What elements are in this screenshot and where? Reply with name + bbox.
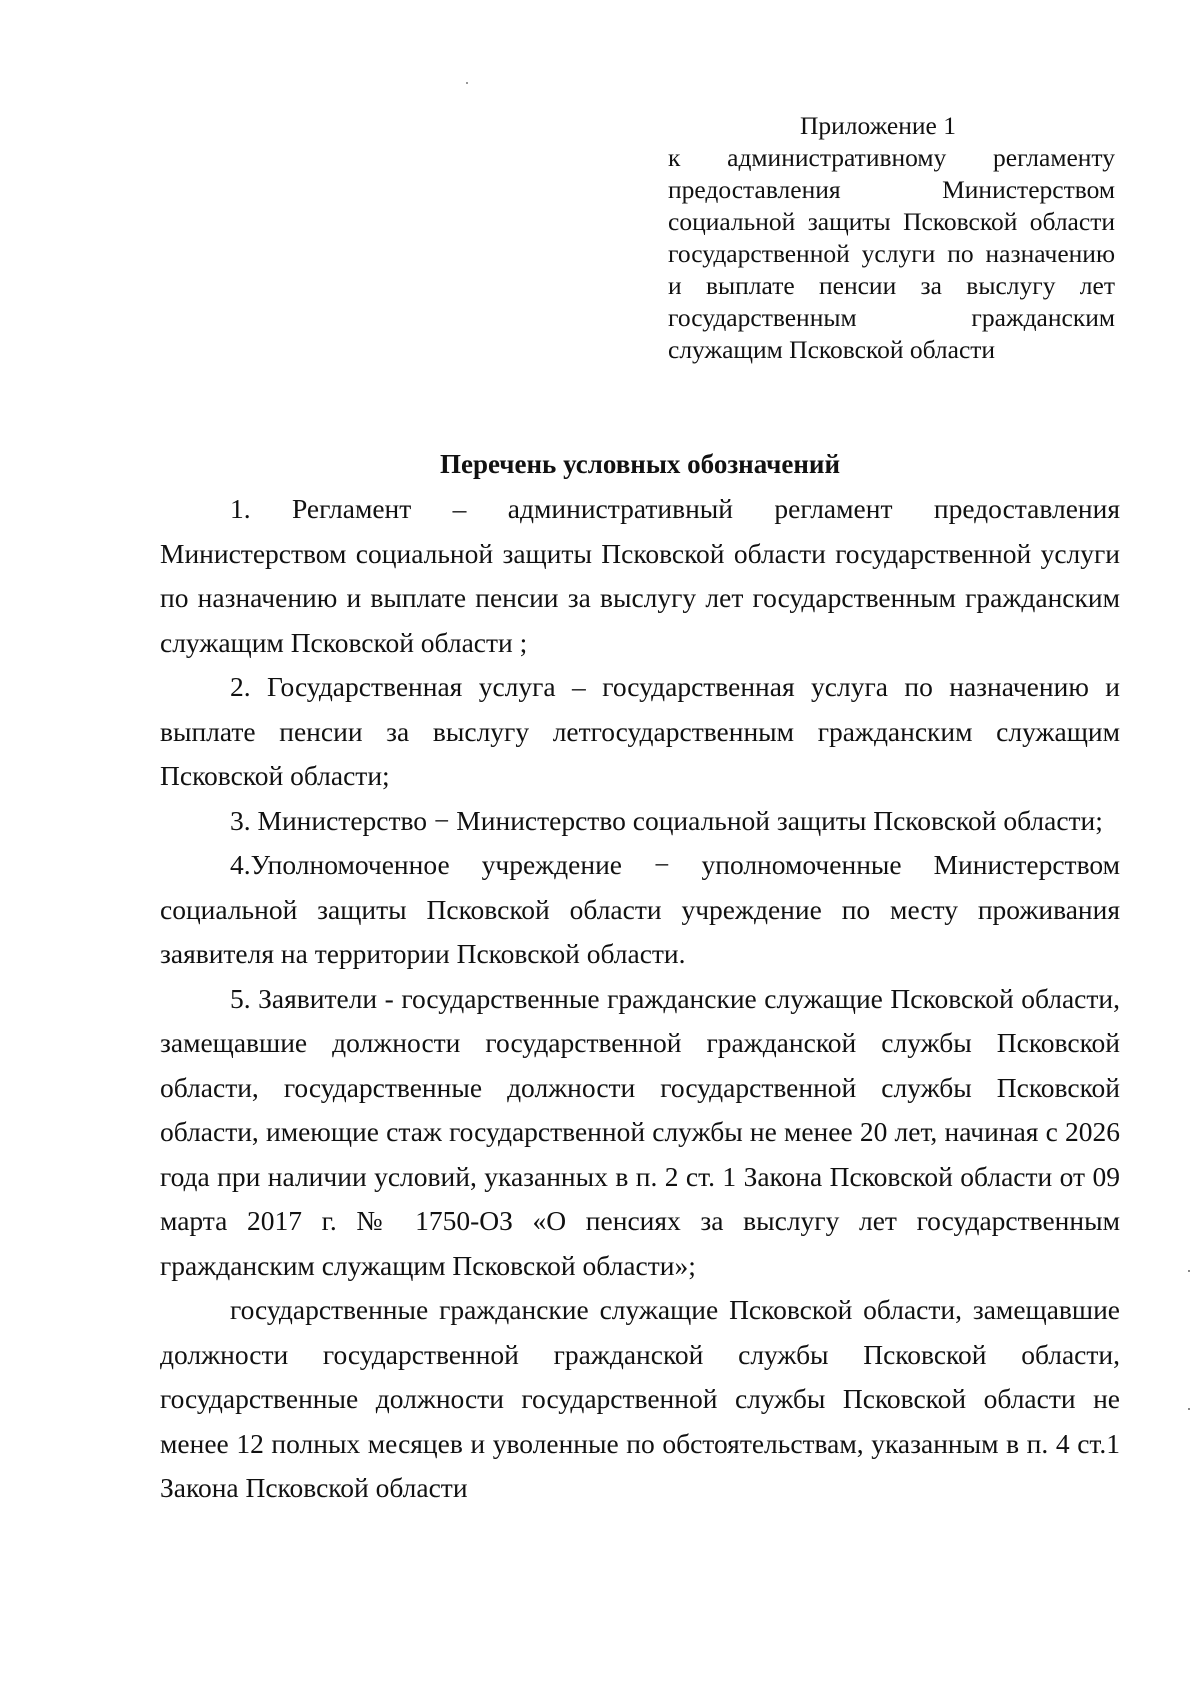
scan-speck xyxy=(1188,1408,1190,1410)
paragraph-4: 4.Уполномоченное учреждение − уполномоченные Министерством социальной защиты Псковской области учреждение по месту проживания заявителя на территории Псковской области. xyxy=(160,849,1120,969)
paragraph-2: 2. Государственная услуга – государственная услуга по назначению и выплате пенсии за выслугу летгосударственным гражданским служащим Псковской области; xyxy=(160,671,1120,791)
paragraph-6: государственные гражданские служащие Псковской области, замещавшие должности государственной гражданской службы Псковской области, государственные должности государственной службы Псковской области не менее 12 полных месяцев и уволенные по обстоятельствам, указанным в п. 4 ст.1 Закона Псковской области xyxy=(160,1294,1120,1503)
scan-speck xyxy=(1188,1270,1190,1272)
paragraph-1: 1. Регламент – административный регламент предоставления Министерством социальной защиты Псковской области государственной услуги по назначению и выплате пенсии за выслугу лет государственным гражданским служащим Псковской области ; xyxy=(160,493,1120,658)
paragraph-5: 5. Заявители - государственные гражданские служащие Псковской области, замещавшие должности государственной гражданской службы Псковской области, государственные должности государственной службы Псковской области, имеющие стаж государственной службы не менее 20 лет, начиная с 2026 года при наличии условий, указанных в п. 2 ст. 1 Закона Псковской области от 09 марта 2017 г. № 1750-ОЗ «О пенсиях за выслугу лет государственным гражданским служащим Псковской области»; xyxy=(160,982,1120,1281)
appendix-text: к административному регламенту предоставления Министерством социальной защиты Псковской области государственной услуги по назначению и выплате пенсии за выслугу лет государственным гражданским служащим Псковской области xyxy=(668,143,1115,364)
paragraph-3: 3. Министерство − Министерство социальной защиты Псковской области; xyxy=(230,804,1103,836)
document-title: Перечень условных обозначений xyxy=(439,449,841,479)
document-body xyxy=(160,487,1120,1511)
appendix-number: Приложение 1 xyxy=(800,111,956,140)
appendix-header xyxy=(668,110,1115,366)
scan-speck xyxy=(466,82,468,84)
